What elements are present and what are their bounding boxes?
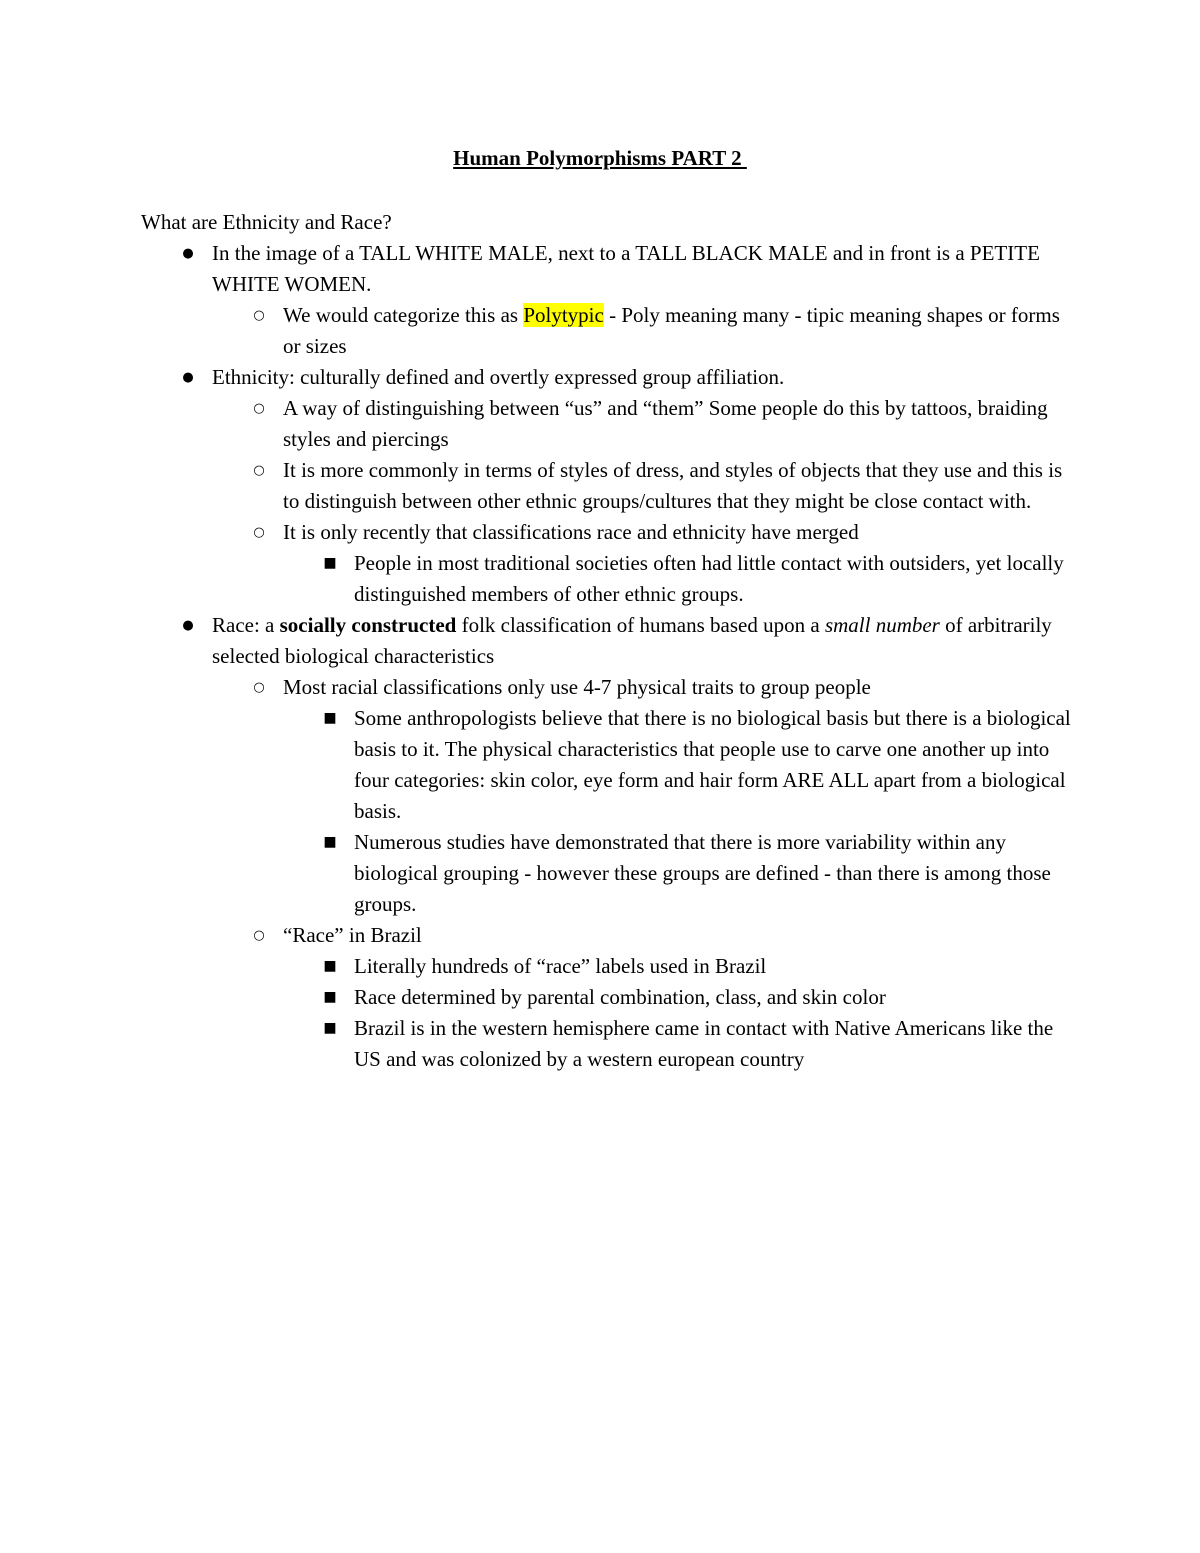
bold-term: socially constructed [279, 613, 457, 637]
polytypic-before: We would categorize this as [283, 303, 524, 327]
filled-circle-bullet-icon: ● [182, 618, 194, 633]
race-prefix: Race: a [212, 613, 280, 637]
bullet-list-level3 [283, 703, 1071, 920]
list-item-text: Numerous studies have demonstrated that there is more variability within any biological grouping - however these groups are defined - than there is among those groups. [354, 830, 1051, 916]
square-bullet-icon: ■ [323, 958, 337, 974]
hollow-circle-bullet-icon: ○ [253, 401, 265, 416]
highlighted-term: Polytypic [523, 303, 604, 327]
filled-circle-bullet-icon: ● [182, 370, 194, 385]
list-item [283, 951, 1071, 982]
list-item-text [212, 613, 1052, 668]
hollow-circle-bullet-icon: ○ [253, 680, 265, 695]
bullet-list-level2 [212, 672, 1071, 1075]
list-item [212, 455, 1071, 517]
list-item [283, 982, 1071, 1013]
list-item [283, 548, 1071, 610]
list-item-text: It is more commonly in terms of styles of dress, and styles of objects that they use and this is to distinguish between other ethnic groups/cultures that they might be close contact with. [283, 458, 1063, 513]
list-item [212, 300, 1071, 362]
race-middle: folk classification of humans based upon a [456, 613, 825, 637]
bullet-list-level1 [141, 238, 1071, 1075]
list-item [212, 517, 1071, 610]
list-item-text: Some anthropologists believe that there is no biological basis but there is a biological basis to it. The physical characteristics that people use to carve one another up into four categories: skin color, eye form and hair form ARE ALL apart from a biological basis. [354, 706, 1071, 823]
square-bullet-icon: ■ [323, 555, 337, 571]
list-item [283, 1013, 1071, 1075]
hollow-circle-bullet-icon: ○ [253, 308, 265, 323]
list-item-text [283, 303, 1060, 358]
list-item [212, 920, 1071, 1075]
bullet-list-level2 [212, 393, 1071, 610]
list-item [212, 672, 1071, 920]
section-question: What are Ethnicity and Race? [141, 210, 392, 234]
list-item-text: Most racial classifications only use 4-7 physical traits to group people [283, 675, 871, 699]
list-item [141, 610, 1071, 1075]
list-item [141, 238, 1071, 362]
document-body [141, 207, 1071, 1075]
list-item-text: In the image of a TALL WHITE MALE, next to a TALL BLACK MALE and in front is a PETITE WHITE WOMEN. [212, 241, 1040, 296]
list-item-text: Race determined by parental combination, class, and skin color [354, 985, 886, 1009]
hollow-circle-bullet-icon: ○ [253, 463, 265, 478]
list-item-text: It is only recently that classifications race and ethnicity have merged [283, 520, 859, 544]
hollow-circle-bullet-icon: ○ [253, 525, 265, 540]
list-item [283, 827, 1071, 920]
list-item-text: People in most traditional societies often had little contact with outsiders, yet locally distinguished members of other ethnic groups. [354, 551, 1064, 606]
list-item [283, 703, 1071, 827]
document-title: Human Polymorphisms PART 2 [453, 146, 747, 170]
bullet-list-level2 [212, 300, 1071, 362]
list-item-text: Brazil is in the western hemisphere came in contact with Native Americans like the US and was colonized by a western european country [354, 1016, 1054, 1071]
list-item-text: Ethnicity: culturally defined and overtly expressed group affiliation. [212, 365, 785, 389]
square-bullet-icon: ■ [323, 834, 337, 850]
list-item-text: A way of distinguishing between “us” and “them” Some people do this by tattoos, braiding styles and piercings [283, 396, 1048, 451]
square-bullet-icon: ■ [323, 710, 337, 726]
list-item [212, 393, 1071, 455]
list-item [141, 362, 1071, 610]
list-item-text: Literally hundreds of “race” labels used in Brazil [354, 954, 767, 978]
square-bullet-icon: ■ [323, 989, 337, 1005]
bullet-list-level3 [283, 548, 1071, 610]
list-item-text: “Race” in Brazil [283, 923, 422, 947]
bullet-list-level3 [283, 951, 1071, 1075]
filled-circle-bullet-icon: ● [182, 246, 194, 261]
square-bullet-icon: ■ [323, 1020, 337, 1036]
polytypic-after: - Poly meaning many - tipic meaning shapes or forms or sizes [283, 303, 1060, 358]
race-suffix: of arbitrarily selected biological characteristics [212, 613, 1052, 668]
italic-term: small number [824, 613, 940, 637]
hollow-circle-bullet-icon: ○ [253, 928, 265, 943]
